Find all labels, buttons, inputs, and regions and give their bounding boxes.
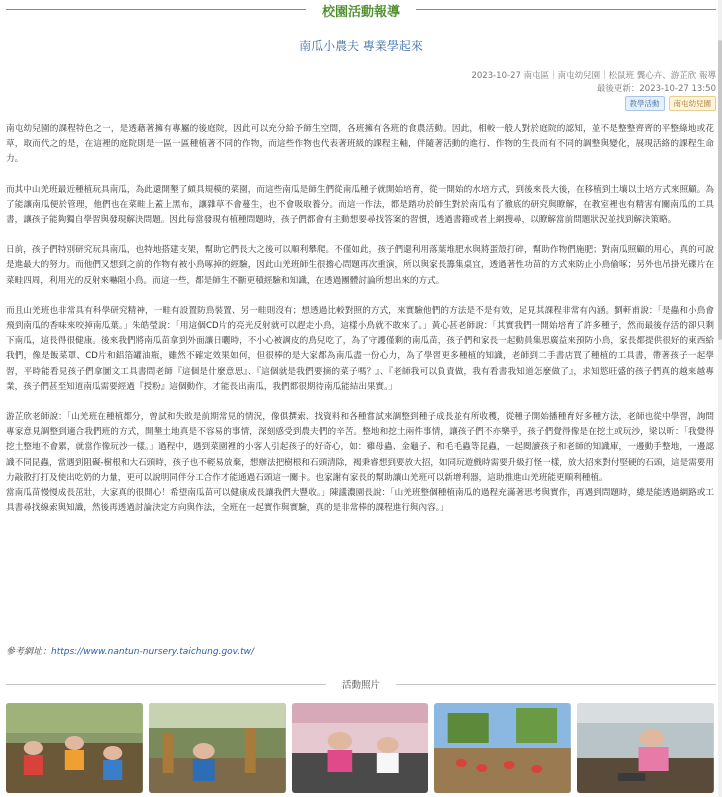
scrollbar[interactable] bbox=[718, 0, 722, 797]
paragraph: 游芷欣老師說：「山羌班在種植都分，曾試和失敗是前期常見的情況，像俱撰索、找資料和各種嘗試來調整到種子成長並有所收穫，從種子開始播種育好多種方法，老師也從中學習，詢問專家意見調整到適合我們班的方式，開墾土地真是不容易的事情，深刻感受到農夫們的辛苦。整地和挖土兩件事情，讓孩子們不亦樂乎，孩子們覺得像是在挖土或玩沙，梁以昕：「我覺得挖土整地不會累，就當作像玩沙一樣。」過程中，遇到菜園裡的小客人引起孩子的好奇心，如：雞母蟲、金龜子、和毛毛蟲等昆蟲，一起閱讀孩子和老師的知識庫，一邊動手整地，一邊認識不同昆蟲，當遇到阻礙-樹根和大石頭時，孩子也不輕易放棄，想辦法把樹根和石頭清除，褐秉睿想到要放大招，如同玩遊戲時需要升級打怪一樣，放大招來對付堅硬的石頭，這是需要用力敲散打打及使出吃奶的力量，更可以說明同伴分工合作才能通過石頭這一關卡。也家謝有家長的幫助讓山羌班可以新增利器，這助推進山羌班能更順利種植。 bbox=[6, 412, 714, 483]
header-divider-left bbox=[6, 9, 306, 10]
photos-header bbox=[0, 676, 722, 692]
photo-gallery bbox=[6, 703, 714, 793]
section-header bbox=[0, 0, 722, 20]
scrollbar-thumb[interactable] bbox=[718, 40, 722, 340]
activity-photo[interactable] bbox=[149, 703, 286, 793]
article-body bbox=[6, 122, 714, 531]
article-meta: 2023-10-27 南屯區｜南屯幼兒園｜松鼠班 龔心卉、游芷欣 報導 bbox=[471, 71, 716, 81]
paragraph: 日前，孩子們特別研究玩具南瓜，也特地搭建支架，幫助它們長大之後可以順利攀爬。不僅如此，孩子們還利用落葉堆肥水與將蛋殼打碎，幫助作物們施肥；對南瓜照顧的用心，真的可說是進最大的努力。而他們又想到之前的作物有被小鳥啄掉的經驗，因此山羌班師生很擔心問題再次重演，所以與家長籌集桌宜，透過著性功苗的方式來防止小鳥偷啄；另外也吊掛光碟片在菜畦四周，利用光的反射來嚇阻小鳥。而這一些，都是師生不斷更積經驗和知識，在透過團體討論所想出來的方式。 bbox=[6, 245, 714, 286]
paragraph: 南屯幼兒園的課程特色之一，是透藉著擁有專屬的後庭院，因此可以充分給予師生空間，各班擁有各班的食農活動。因此，相較一般人對於庭院的認知，並不是整整齊齊的平整綠地或花草，取而代之的是，在這裡的庭院則是一區一區種植著不同的作物，而這些作物也代表著班級的課程主軸，伴隨著活動的進行、作物的生長而有不同的調整與變化，展現活絡的課程生命力。 bbox=[6, 124, 714, 165]
tag-school[interactable]: 南屯幼兒園 bbox=[669, 96, 717, 111]
paragraph: 而且山羌班也非常具有科學研究精神，一畦有設置防鳥裝置、另一畦則沒有；想透過比較對照的方式，來實驗他們的方法是不是有效，足見其課程非常有內涵。劉軒甫說：「是蟲和小鳥會飛到南瓜的香味來咬掉南瓜葉。」朱皓瑩說：「用這個CD片的亮光反射就可以趕走小鳥，這樣小鳥就不敢來了。」黃心甚老師說：「其實我們一開始培育了許多種子，然而最後存活的卻只剩下南瓜，這長得很健康。後來我們將南瓜苗拿到外面讓日曬時，不小心被調皮的鳥兒吃了，為了守護僅剩的南瓜苗，孩子們和家長一起動員集思廣益來預防小鳥，家長都提供很好的東西給我們，像是飯菜罩、CD片和鋁箔罐油瓶，雖然不確定效果如何，但很棒的是大家都為南瓜盡一份心力，為了學習更多種植的知識，老師到二手書店買了種植的工具書，帶著孩子一起學習，平時能看見孩子們拿圖文工具書問老師『這個是什麼意思』、『這個就是我們要摘的菜子嗎？』、『老師我可以負責做，我有看書我知道怎麼做了』，求知慾旺盛的孩子們真的越來越專業，孩子們甚至知道南瓜需要經過『授粉』這個動作，才能長出南瓜，我們都很期待南瓜能結出果實。」 bbox=[6, 305, 714, 392]
activity-photo[interactable] bbox=[577, 703, 714, 793]
photos-divider-right bbox=[396, 684, 716, 685]
last-updated: 最後更新：2023-10-27 13:50 bbox=[596, 84, 716, 94]
section-title: 校園活動報導 bbox=[321, 5, 400, 20]
tag-list bbox=[625, 96, 717, 111]
tag-teaching[interactable]: 教學活動 bbox=[625, 96, 665, 111]
activity-photo[interactable] bbox=[292, 703, 429, 793]
reference-label: 參考網址： bbox=[6, 647, 52, 657]
activity-photo[interactable] bbox=[434, 703, 571, 793]
paragraph: 當南瓜苗慢慢成長茁壯，大家真的很開心！希望南瓜苗可以健康成長讓我們大豐收。」陳議濃園長說：「山羌班整個種植南瓜的過程充滿著思考與實作，再遇到問題時，總是能透過網路或工具書尋找線索與知識，然後再透過討論決定方向與作法，全班在一起實作與實驗，真的是非常棒的課程進行與內容。」 bbox=[6, 488, 714, 514]
paragraph: 而其中山羌班最近種植玩具南瓜，為此還開墾了頗具規模的菜園，而這些南瓜是師生們從南瓜種子就開始培育，從一開始的水培方式，到後來長大後，在移植到土壤以土培方式來照顧。為了能讓南瓜便於管理，他們也在菜畦上蓋上黑布，讓雜草不會蔓生，也不會吸取養分。而這一作法，都是踏功於師生對於南瓜有了徹底的研究與瞭解，在教室裡也有精害有關南瓜的工具書，讓孩子能夠獨自學習與發現解決問題。因此每當發現有植種問題時，孩子們都會有主動想要尋找答案的習慣，透過書籍或者上網搜尋，以瞭解當前問題狀況並找到解決策略。 bbox=[6, 184, 714, 226]
photos-title: 活動照片 bbox=[341, 680, 380, 691]
reference-link[interactable]: https://www.nantun-nursery.taichung.gov.tw/ bbox=[51, 647, 255, 657]
article-title: 南瓜小農夫 專業學起來 bbox=[299, 39, 423, 53]
header-divider-right bbox=[416, 9, 716, 10]
reference-line bbox=[6, 644, 254, 657]
activity-photo[interactable] bbox=[6, 703, 143, 793]
photos-divider-left bbox=[6, 684, 326, 685]
